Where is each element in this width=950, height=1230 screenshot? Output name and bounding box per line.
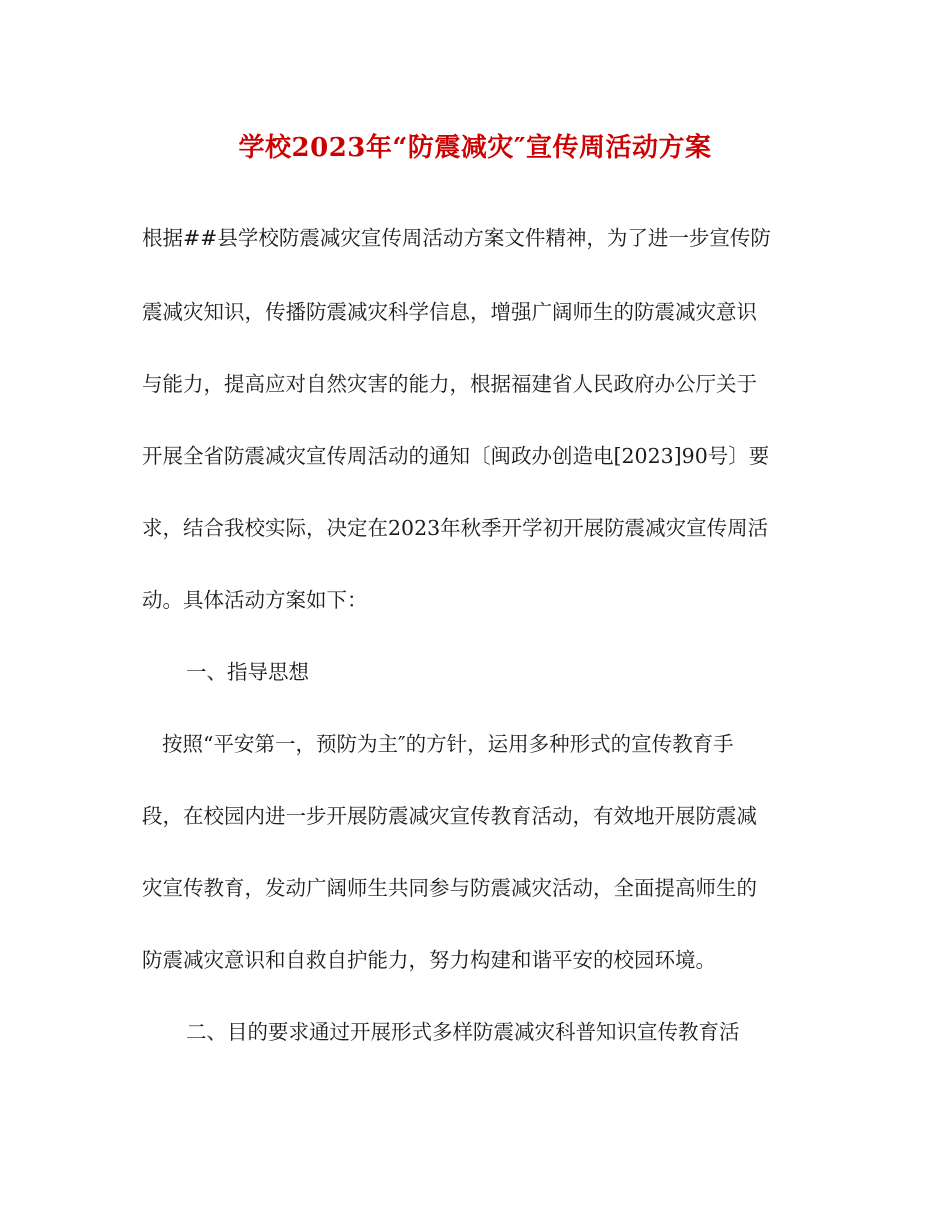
body-line-2: 震减灾知识，传播防震减灾科学信息，增强广阔师生的防震减灾意识 xyxy=(142,300,757,324)
section-heading-1: 一、指导思想 xyxy=(186,660,309,684)
body-line-4: 开展全省防震减灾宣传周活动的通知〔闽政办创造电[2023]90号〕要 xyxy=(142,444,770,468)
body-line-7: 按照“平安第一，预防为主″的方针，运用多种形式的宣传教育手 xyxy=(162,732,734,756)
body-line-5: 求，结合我校实际，决定在2023年秋季开学初开展防震减灾宣传周活 xyxy=(142,516,769,540)
body-line-3: 与能力，提高应对自然灾害的能力，根据福建省人民政府办公厅关于 xyxy=(142,372,757,396)
body-line-9: 灾宣传教育，发动广阔师生共同参与防震减灾活动，全面提高师生的 xyxy=(142,876,757,900)
body-line-6: 动。具体活动方案如下： xyxy=(142,588,368,612)
body-line-10: 防震减灾意识和自救自护能力，努力构建和谐平安的校园环境。 xyxy=(142,948,716,972)
document-title: 学校2023年“防震减灾″宣传周活动方案 xyxy=(238,133,712,163)
body-line-1: 根据##县学校防震减灾宣传周活动方案文件精神，为了进一步宣传防 xyxy=(142,226,771,250)
body-line-8: 段，在校园内进一步开展防震减灾宣传教育活动，有效地开展防震减 xyxy=(142,804,757,828)
section-heading-2: 二、目的要求通过开展形式多样防震减灾科普知识宣传教育活 xyxy=(186,1020,740,1044)
